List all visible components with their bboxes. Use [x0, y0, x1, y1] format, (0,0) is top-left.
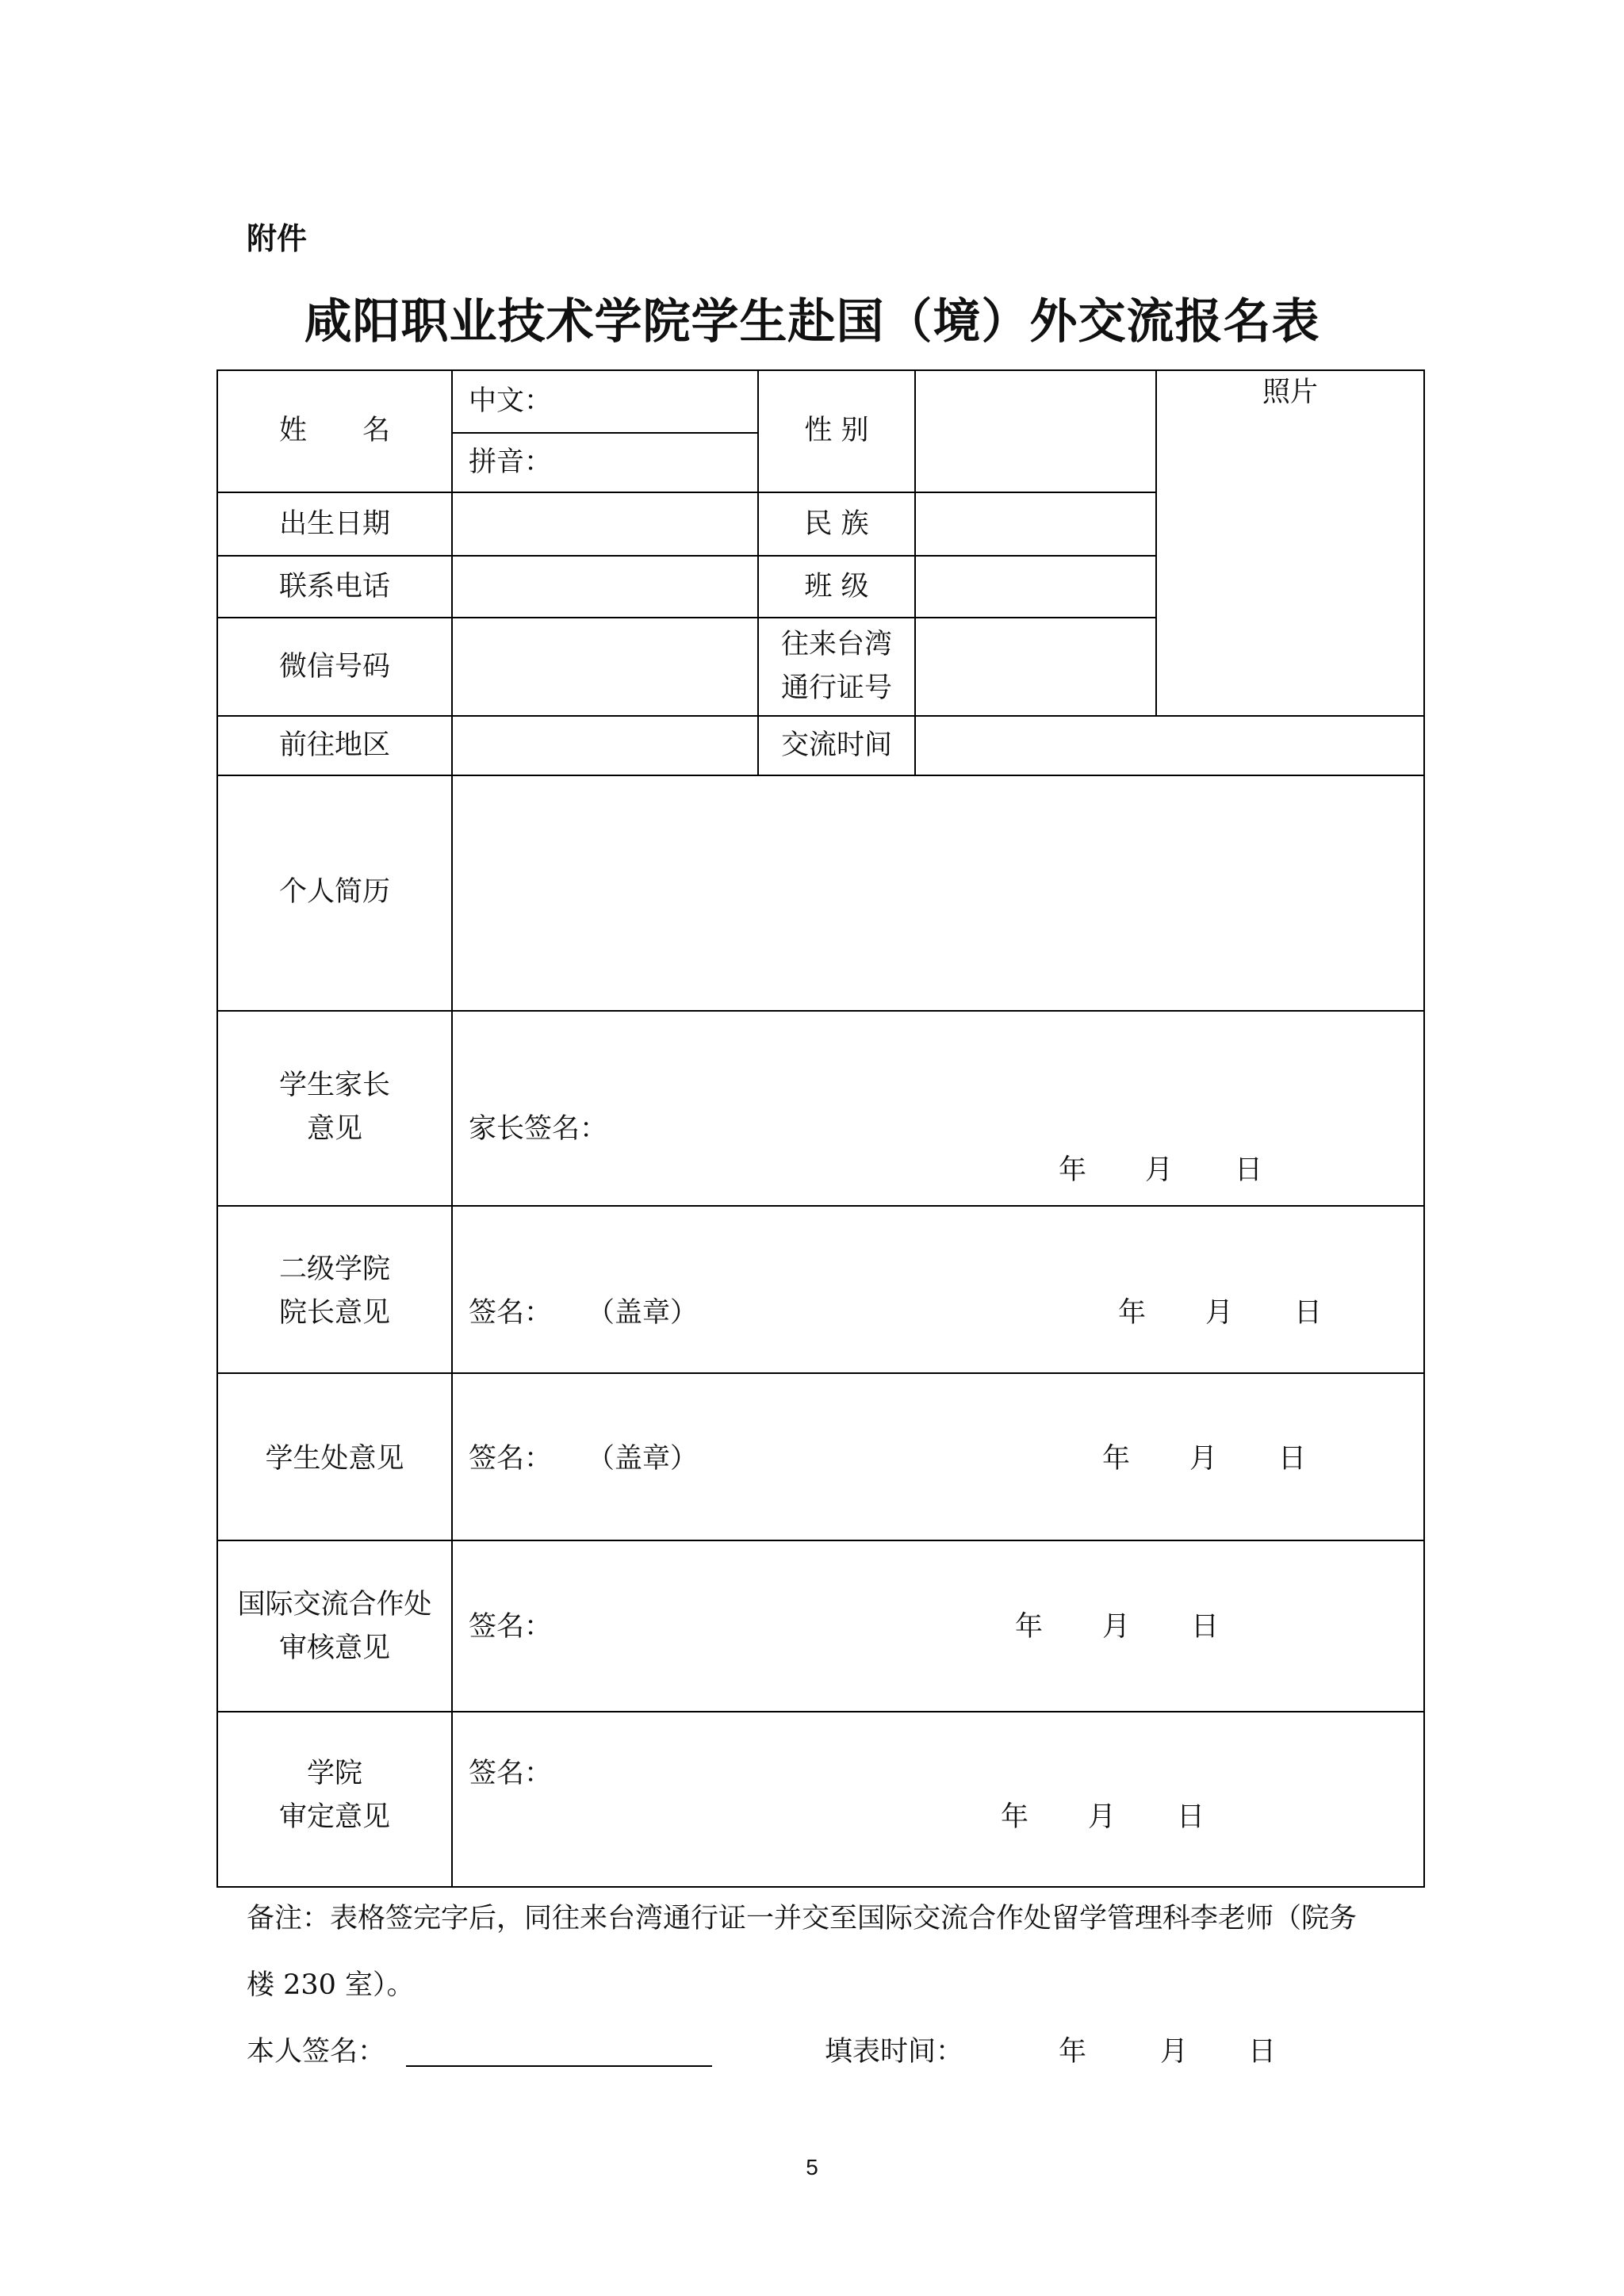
- resume-label: 个人简历: [278, 876, 390, 908]
- form-title: 咸阳职业技术学院学生赴国（境）外交流报名表: [304, 294, 1320, 350]
- row-line-6: [216, 1010, 1425, 1012]
- college-approval-label-line1: 学院: [306, 1758, 362, 1789]
- remark-line-1: 备注：表格签完字后，同往来台湾通行证一并交至国际交流合作处留学管理科李老师（院务: [247, 1903, 1358, 1934]
- taiwan-permit-label-line2: 通行证号: [780, 672, 892, 704]
- fill-date-day: 日: [1248, 2036, 1277, 2068]
- college-approval-label-line2: 审定意见: [278, 1801, 390, 1833]
- page-number: 5: [806, 2155, 818, 2179]
- fill-date-month: 月: [1160, 2036, 1189, 2068]
- exchange-time-label: 交流时间: [780, 729, 892, 761]
- attachment-label: 附件: [247, 221, 308, 256]
- row-line-8: [216, 1372, 1425, 1374]
- dean-date-month: 月: [1205, 1297, 1234, 1329]
- class-label: 班 级: [804, 571, 869, 603]
- intl-office-date-month: 月: [1102, 1611, 1131, 1643]
- parent-opinion-label-line2: 意见: [306, 1113, 362, 1145]
- gender-label: 性 别: [804, 415, 869, 446]
- pinyin-name-label: 拼音：: [469, 446, 553, 478]
- table-bottom-border: [216, 1886, 1425, 1888]
- photo-column-divider: [1155, 369, 1157, 716]
- table-right-border: [1423, 369, 1425, 1888]
- student-affairs-seal-label: （盖章）: [587, 1443, 699, 1475]
- fill-time-label: 填表时间：: [825, 2036, 964, 2068]
- birthdate-label: 出生日期: [278, 508, 390, 540]
- college-date-day: 日: [1177, 1801, 1205, 1833]
- college-date-month: 月: [1088, 1801, 1116, 1833]
- student-affairs-signature-label: 签名：: [469, 1443, 553, 1475]
- intl-office-date-day: 日: [1191, 1611, 1220, 1643]
- parent-signature-label: 家长签名：: [469, 1113, 608, 1145]
- parent-date-day: 日: [1235, 1154, 1263, 1186]
- self-signature-line: [406, 2065, 712, 2067]
- wechat-label: 微信号码: [278, 651, 390, 683]
- student-affairs-date-year: 年: [1102, 1443, 1131, 1475]
- name-subrow-divider: [451, 432, 759, 434]
- parent-date-month: 月: [1145, 1154, 1174, 1186]
- intl-office-opinion-label-line1: 国际交流合作处: [237, 1589, 432, 1621]
- intl-office-date-year: 年: [1015, 1611, 1044, 1643]
- row-line-2: [216, 555, 1157, 557]
- parent-date-year: 年: [1059, 1154, 1087, 1186]
- dean-opinion-label-line1: 二级学院: [278, 1253, 390, 1285]
- dean-signature-label: 签名：: [469, 1297, 553, 1329]
- college-date-year: 年: [1001, 1801, 1029, 1833]
- row-line-3: [216, 617, 1157, 618]
- destination-label: 前往地区: [278, 729, 390, 761]
- chinese-name-label: 中文：: [469, 385, 553, 417]
- name-label: 姓 名: [278, 415, 390, 446]
- self-signature-label: 本人签名：: [247, 2036, 386, 2068]
- row-line-9: [216, 1540, 1425, 1541]
- student-affairs-opinion-label: 学生处意见: [265, 1443, 404, 1475]
- parent-opinion-label-line1: 学生家长: [278, 1070, 390, 1101]
- student-affairs-date-month: 月: [1189, 1443, 1218, 1475]
- intl-office-signature-label: 签名：: [469, 1611, 553, 1643]
- row-line-5: [216, 775, 1425, 776]
- phone-label: 联系电话: [278, 571, 390, 603]
- remark-line-2: 楼 230 室）。: [247, 1969, 415, 2001]
- taiwan-permit-label-line1: 往来台湾: [780, 629, 892, 660]
- photo-label: 照片: [1262, 377, 1318, 408]
- student-affairs-date-day: 日: [1278, 1443, 1307, 1475]
- fill-date-year: 年: [1059, 2036, 1087, 2068]
- dean-opinion-label-line2: 院长意见: [278, 1297, 390, 1329]
- college-signature-label: 签名：: [469, 1758, 553, 1789]
- intl-office-opinion-label-line2: 审核意见: [278, 1632, 390, 1664]
- label-column-divider: [451, 369, 453, 1888]
- ethnicity-label: 民 族: [804, 508, 869, 540]
- dean-date-day: 日: [1294, 1297, 1323, 1329]
- dean-seal-label: （盖章）: [587, 1297, 699, 1329]
- row-line-7: [216, 1205, 1425, 1207]
- row-line-4: [216, 715, 1425, 717]
- dean-date-year: 年: [1118, 1297, 1147, 1329]
- row-line-10: [216, 1711, 1425, 1712]
- row-line-1: [216, 492, 1157, 493]
